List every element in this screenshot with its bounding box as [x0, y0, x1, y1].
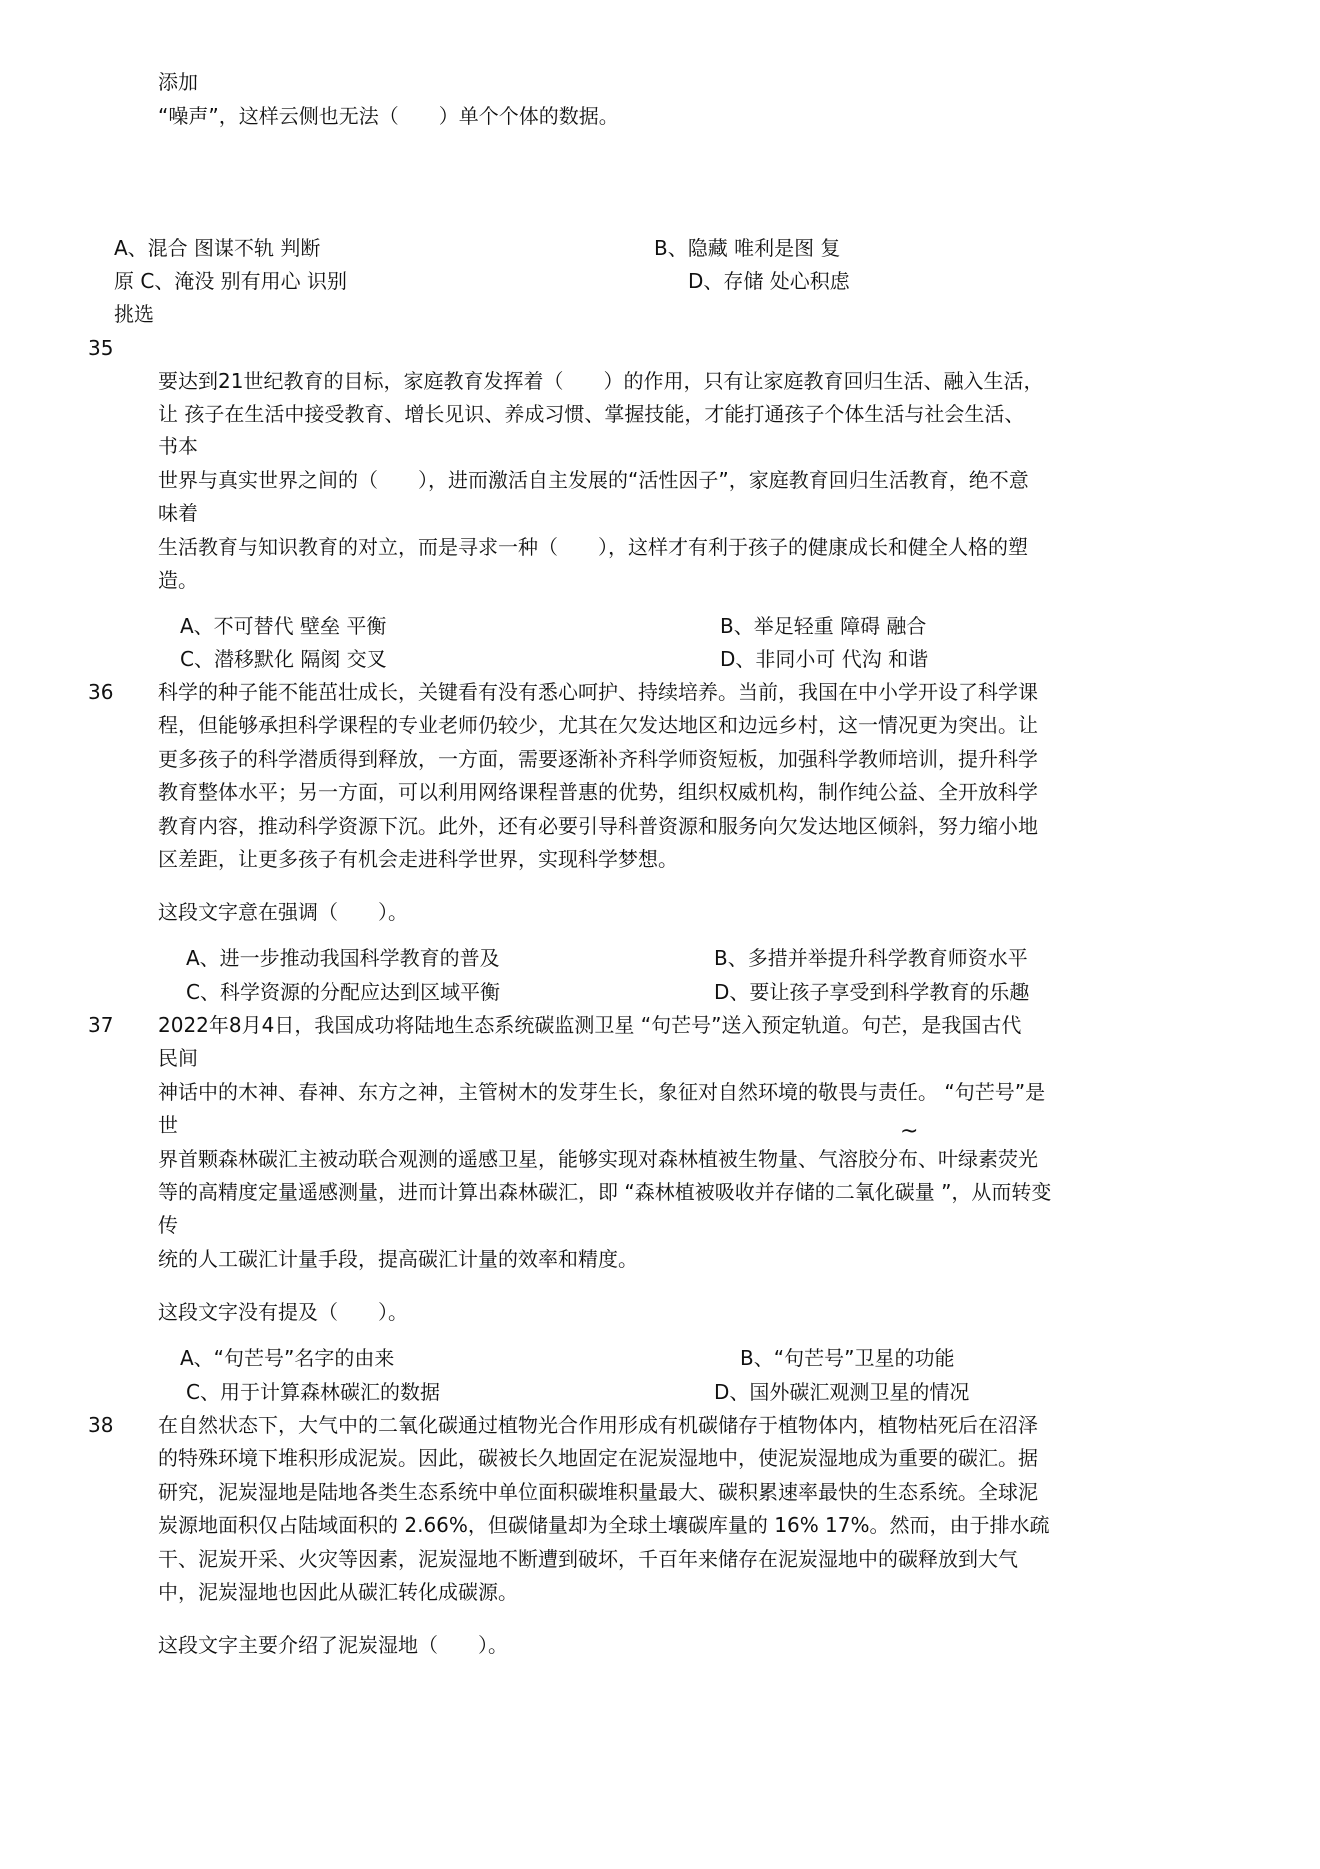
q37-option-d: D、国外碳汇观测卫星的情况 — [714, 1380, 970, 1404]
q38-text-line: 的特殊环境下堆积形成泥炭。因此，碳被长久地固定在泥炭湿地中，使泥炭湿地成为重要的碳汇。据 — [158, 1446, 1038, 1470]
q34-text-line: “噪声”，这样云侧也无法（ ）单个个体的数据。 — [158, 104, 619, 128]
q35-text-line: 造。 — [158, 568, 198, 592]
q37-text-line: 2022年8月4日，我国成功将陆地生态系统碳监测卫星 “句芒号”送入预定轨道。句芒，是我国古代 — [158, 1013, 1022, 1037]
q35-text-line: 书本 — [158, 434, 198, 458]
q38-text-line: 炭源地面积仅占陆域面积的 2.66%，但碳储量却为全球土壤碳库量的 16% 17%。然而，由于排水疏 — [158, 1513, 1050, 1537]
q36-option-d: D、要让孩子享受到科学教育的乐趣 — [714, 980, 1030, 1004]
q34-option-d: D、存储 处心积虑 — [688, 269, 850, 293]
q36-option-c: C、科学资源的分配应达到区域平衡 — [186, 980, 500, 1004]
q36-text-line: 程，但能够承担科学课程的专业老师仍较少，尤其在欠发达地区和边远乡村，这一情况更为突出。让 — [158, 713, 1038, 737]
q36-text-line: 更多孩子的科学潜质得到释放，一方面，需要逐渐补齐科学师资短板，加强科学教师培训，提升科学 — [158, 747, 1038, 771]
q36-option-a: A、进一步推动我国科学教育的普及 — [186, 946, 500, 970]
q34-text-line: 添加 — [158, 70, 198, 94]
question-number: 35 — [88, 336, 114, 360]
q35-text-line: 生活教育与知识教育的对立，而是寻求一种（ ），这样才有利于孩子的健康成长和健全人格的塑 — [158, 535, 1028, 559]
q34-option-a: A、混合 图谋不轨 判断 — [114, 236, 321, 260]
q36-text-line: 科学的种子能不能茁壮成长，关键看有没有悉心呵护、持续培养。当前，我国在中小学开设了科学课 — [158, 680, 1038, 704]
q36-text-line: 教育整体水平；另一方面，可以利用网络课程普惠的优势，组织权威机构，制作纯公益、全开放科学 — [158, 780, 1038, 804]
q38-text-line: 研究，泥炭湿地是陆地各类生态系统中单位面积碳堆积量最大、碳积累速率最快的生态系统。全球泥 — [158, 1480, 1038, 1504]
q37-option-a: A、“句芒号”名字的由来 — [180, 1346, 395, 1370]
q34-option-b: B、隐藏 唯利是图 复 — [654, 236, 841, 260]
q36-text-line: 教育内容，推动科学资源下沉。此外，还有必要引导科普资源和服务向欠发达地区倾斜，努力缩小地 — [158, 814, 1038, 838]
q37-question: 这段文字没有提及（ ）。 — [158, 1300, 408, 1324]
q37-text-line: 等的高精度定量遥感测量，进而计算出森林碳汇，即 “森林植被吸收并存储的二氧化碳量 ”，从而转变 — [158, 1180, 1052, 1204]
q37-text-line: 民间 — [158, 1046, 198, 1070]
q37-option-b: B、“句芒号”卫星的功能 — [740, 1346, 955, 1370]
q34-option-c: 原 C、淹没 别有用心 识别 — [114, 269, 348, 293]
q37-text-line: 传 — [158, 1213, 178, 1237]
q35-option-c: C、潜移默化 隔阂 交叉 — [180, 647, 387, 671]
q38-text-line: 中，泥炭湿地也因此从碳汇转化成碳源。 — [158, 1580, 518, 1604]
q37-text-line: 界首颗森林碳汇主被动联合观测的遥感卫星，能够实现对森林植被生物量、气溶胶分布、叶绿素荧光 — [158, 1147, 1038, 1171]
q35-text-line: 世界与真实世界之间的（ ），进而激活自主发展的“活性因子”，家庭教育回归生活教育，绝不意 — [158, 468, 1029, 492]
q35-text-line: 要达到21世纪教育的目标，家庭教育发挥着（ ）的作用，只有让家庭教育回归生活、融入生活， — [158, 369, 1044, 393]
question-number: 37 — [88, 1013, 114, 1037]
q35-option-d: D、非同小可 代沟 和谐 — [720, 647, 929, 671]
q34-option-d-cont: 挑选 — [114, 302, 154, 326]
tilde-mark: ~ — [900, 1119, 919, 1144]
q35-text-line: 味着 — [158, 501, 198, 525]
question-number: 38 — [88, 1413, 114, 1437]
q36-text-line: 区差距，让更多孩子有机会走进科学世界，实现科学梦想。 — [158, 847, 678, 871]
q36-option-b: B、多措并举提升科学教育师资水平 — [714, 946, 1028, 970]
q38-text-line: 在自然状态下，大气中的二氧化碳通过植物光合作用形成有机碳储存于植物体内，植物枯死后在沼泽 — [158, 1413, 1038, 1437]
q37-text-line: 统的人工碳汇计量手段，提高碳汇计量的效率和精度。 — [158, 1247, 638, 1271]
q37-option-c: C、用于计算森林碳汇的数据 — [186, 1380, 440, 1404]
q35-option-b: B、举足轻重 障碍 融合 — [720, 614, 927, 638]
q35-text-line: 让 孩子在生活中接受教育、增长见识、养成习惯、掌握技能，才能打通孩子个体生活与社会生活、 — [158, 402, 1025, 426]
q35-option-a: A、不可替代 壁垒 平衡 — [180, 614, 387, 638]
q38-question: 这段文字主要介绍了泥炭湿地（ ）。 — [158, 1633, 508, 1657]
q37-text-line: 世 — [158, 1113, 178, 1137]
q38-text-line: 干、泥炭开采、火灾等因素，泥炭湿地不断遭到破坏，千百年来储存在泥炭湿地中的碳释放到大气 — [158, 1547, 1018, 1571]
question-number: 36 — [88, 680, 114, 704]
q37-text-line: 神话中的木神、春神、东方之神，主管树木的发芽生长，象征对自然环境的敬畏与责任。 “句芒号”是 — [158, 1080, 1046, 1104]
q36-question: 这段文字意在强调（ ）。 — [158, 900, 408, 924]
